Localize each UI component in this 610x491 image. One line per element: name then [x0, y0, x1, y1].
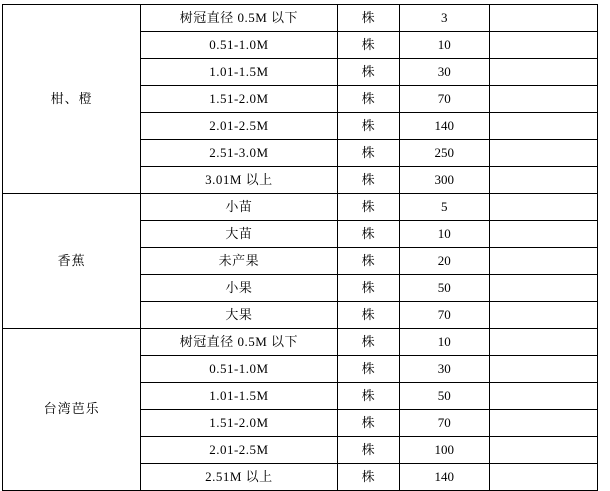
unit-cell: 株 [337, 356, 399, 383]
compensation-table [2, 4, 598, 491]
quantity-cell: 50 [399, 383, 489, 410]
remarks-cell [489, 302, 597, 329]
quantity-cell: 300 [399, 167, 489, 194]
unit-cell: 株 [337, 383, 399, 410]
quantity-cell: 10 [399, 329, 489, 356]
description-cell: 1.01-1.5M [141, 383, 337, 410]
quantity-cell: 50 [399, 275, 489, 302]
remarks-cell [489, 356, 597, 383]
quantity-cell: 70 [399, 410, 489, 437]
unit-cell: 株 [337, 167, 399, 194]
description-cell: 大果 [141, 302, 337, 329]
unit-cell: 株 [337, 329, 399, 356]
unit-cell: 株 [337, 302, 399, 329]
description-cell: 0.51-1.0M [141, 356, 337, 383]
quantity-cell: 140 [399, 113, 489, 140]
unit-cell: 株 [337, 194, 399, 221]
quantity-cell: 100 [399, 437, 489, 464]
remarks-cell [489, 86, 597, 113]
description-cell: 3.01M 以上 [141, 167, 337, 194]
unit-cell: 株 [337, 437, 399, 464]
remarks-cell [489, 194, 597, 221]
description-cell: 小果 [141, 275, 337, 302]
description-cell: 2.51-3.0M [141, 140, 337, 167]
description-cell: 1.51-2.0M [141, 86, 337, 113]
description-cell: 1.51-2.0M [141, 410, 337, 437]
table-row [3, 5, 598, 32]
description-cell: 2.01-2.5M [141, 437, 337, 464]
description-cell: 2.51M 以上 [141, 464, 337, 491]
remarks-cell [489, 5, 597, 32]
description-cell: 2.01-2.5M [141, 113, 337, 140]
category-cell: 柑、橙 [3, 5, 141, 194]
description-cell: 未产果 [141, 248, 337, 275]
remarks-cell [489, 410, 597, 437]
quantity-cell: 5 [399, 194, 489, 221]
table-row [3, 329, 598, 356]
description-cell: 小苗 [141, 194, 337, 221]
quantity-cell: 20 [399, 248, 489, 275]
unit-cell: 株 [337, 59, 399, 86]
description-cell: 大苗 [141, 221, 337, 248]
unit-cell: 株 [337, 275, 399, 302]
remarks-cell [489, 248, 597, 275]
quantity-cell: 70 [399, 86, 489, 113]
quantity-cell: 70 [399, 302, 489, 329]
unit-cell: 株 [337, 5, 399, 32]
remarks-cell [489, 221, 597, 248]
remarks-cell [489, 329, 597, 356]
remarks-cell [489, 59, 597, 86]
unit-cell: 株 [337, 248, 399, 275]
remarks-cell [489, 275, 597, 302]
description-cell: 树冠直径 0.5M 以下 [141, 329, 337, 356]
document-page [0, 4, 610, 484]
description-cell: 0.51-1.0M [141, 32, 337, 59]
unit-cell: 株 [337, 140, 399, 167]
unit-cell: 株 [337, 464, 399, 491]
description-cell: 树冠直径 0.5M 以下 [141, 5, 337, 32]
table-row [3, 194, 598, 221]
quantity-cell: 30 [399, 59, 489, 86]
unit-cell: 株 [337, 32, 399, 59]
unit-cell: 株 [337, 410, 399, 437]
remarks-cell [489, 437, 597, 464]
remarks-cell [489, 464, 597, 491]
unit-cell: 株 [337, 221, 399, 248]
category-cell: 香蕉 [3, 194, 141, 329]
quantity-cell: 3 [399, 5, 489, 32]
remarks-cell [489, 113, 597, 140]
remarks-cell [489, 140, 597, 167]
description-cell: 1.01-1.5M [141, 59, 337, 86]
category-cell: 台湾芭乐 [3, 329, 141, 491]
quantity-cell: 250 [399, 140, 489, 167]
quantity-cell: 10 [399, 32, 489, 59]
remarks-cell [489, 383, 597, 410]
unit-cell: 株 [337, 113, 399, 140]
remarks-cell [489, 167, 597, 194]
quantity-cell: 30 [399, 356, 489, 383]
unit-cell: 株 [337, 86, 399, 113]
quantity-cell: 10 [399, 221, 489, 248]
quantity-cell: 140 [399, 464, 489, 491]
remarks-cell [489, 32, 597, 59]
